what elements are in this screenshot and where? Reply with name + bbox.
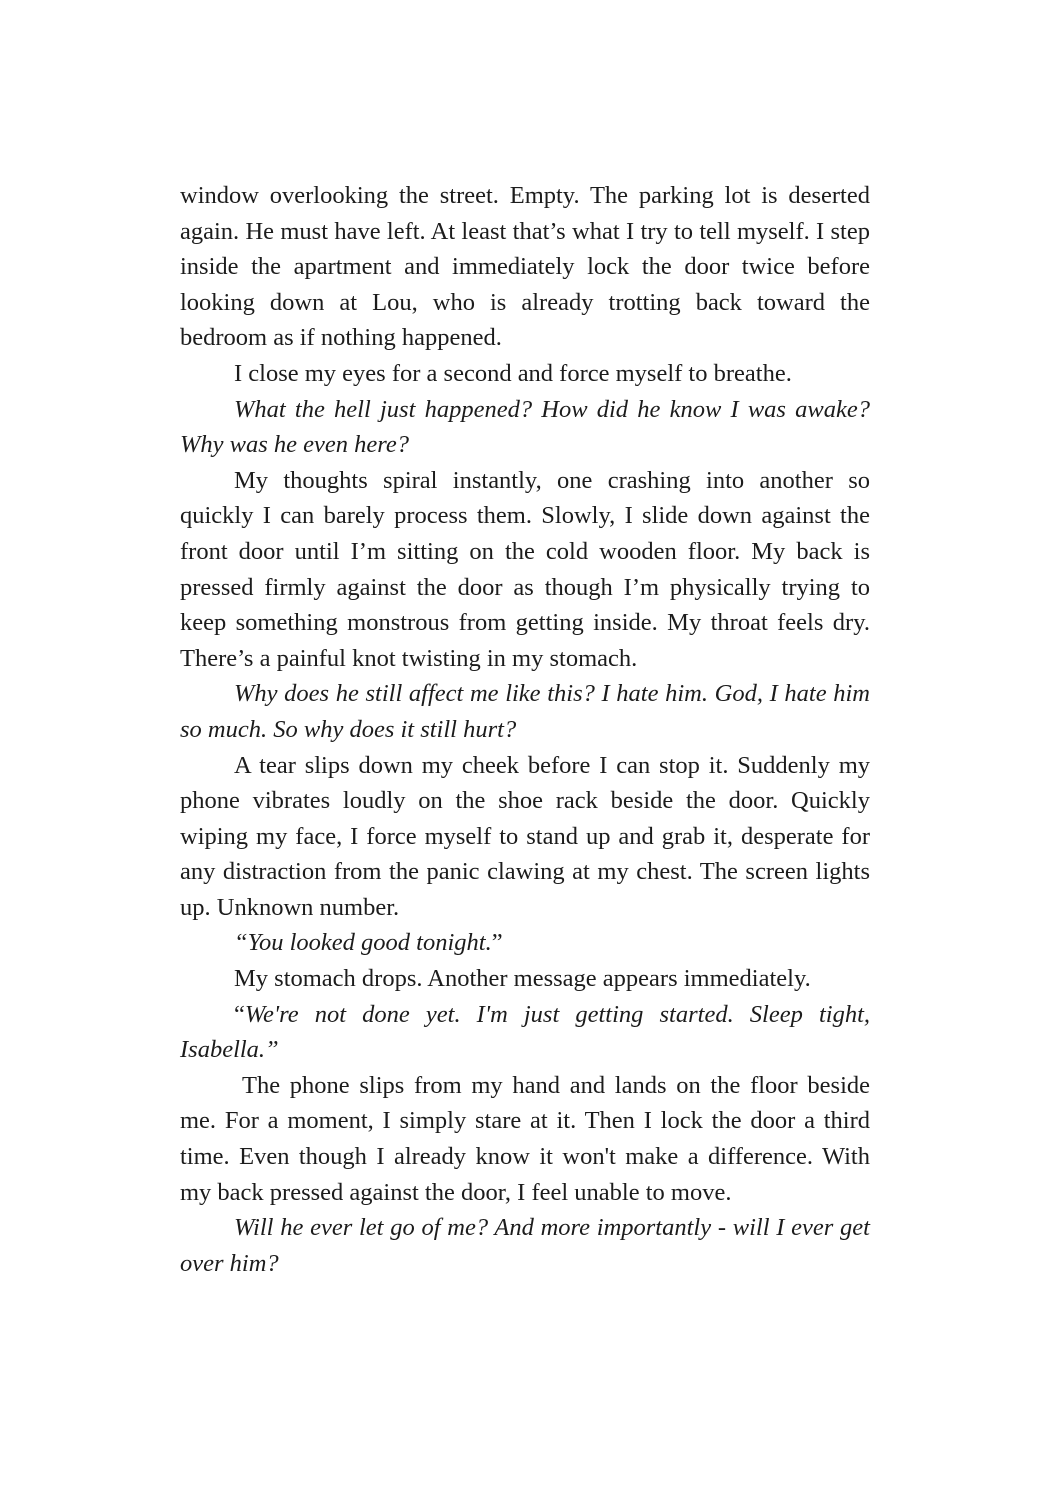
text-message [180, 997, 870, 1068]
paragraph: A tear slips down my cheek before I can stop it. Suddenly my phone vibrates loudly on the shoe rack beside the door. Quickly wiping my face, I force myself to stand up and grab it, desperate for any distraction from the panic clawing at my chest. The screen lights up. Unknown number. [180, 751, 870, 921]
paragraph: I close my eyes for a second and force myself to breathe. [234, 359, 792, 387]
text-message [180, 925, 870, 961]
inner-thought: Will he ever let go of me? And more importantly - will I ever get over him? [180, 1214, 870, 1277]
inner-thought: What the hell just happened? How did he know I was awake? Why was he even here? [180, 395, 870, 459]
paragraph: My thoughts spiral instantly, one crashing into another so quickly I can barely process them. Slowly, I slide down against the front door until I’m sitting on the cold wooden floor. My back is pressed firmly against the door as though I’m physically trying to keep something monstrous from getting inside. My throat feels dry. There’s a painful knot twisting in my stomach. [180, 466, 870, 672]
paragraph: My stomach drops. Another message appears immediately. [234, 965, 811, 993]
paragraph: window overlooking the street. Empty. The parking lot is deserted again. He must have left. At least that’s what I try to tell myself. I step inside the apartment and immediately lock the door twice before looking down at Lou, who is already trotting back toward the bedroom as if nothing happened. [180, 182, 870, 352]
paragraph: The phone slips from my hand and lands on the floor beside me. For a moment, I simply stare at it. Then I lock the door a third time. Even though I already know it won't make a difference. With my back pressed against the door, I feel unable to move. [180, 1071, 870, 1206]
inner-thought: Why does he still affect me like this? I hate him. God, I hate him so much. So why does it still hurt? [180, 680, 870, 743]
closing-quote: ” [491, 929, 503, 957]
text-message-body: We're not done yet. I'm just getting started. Sleep tight, Isabella.” [180, 1000, 870, 1064]
book-page [180, 178, 870, 1281]
text-message-body: “You looked good tonight. [234, 929, 492, 957]
opening-quote: “ [234, 1000, 245, 1028]
